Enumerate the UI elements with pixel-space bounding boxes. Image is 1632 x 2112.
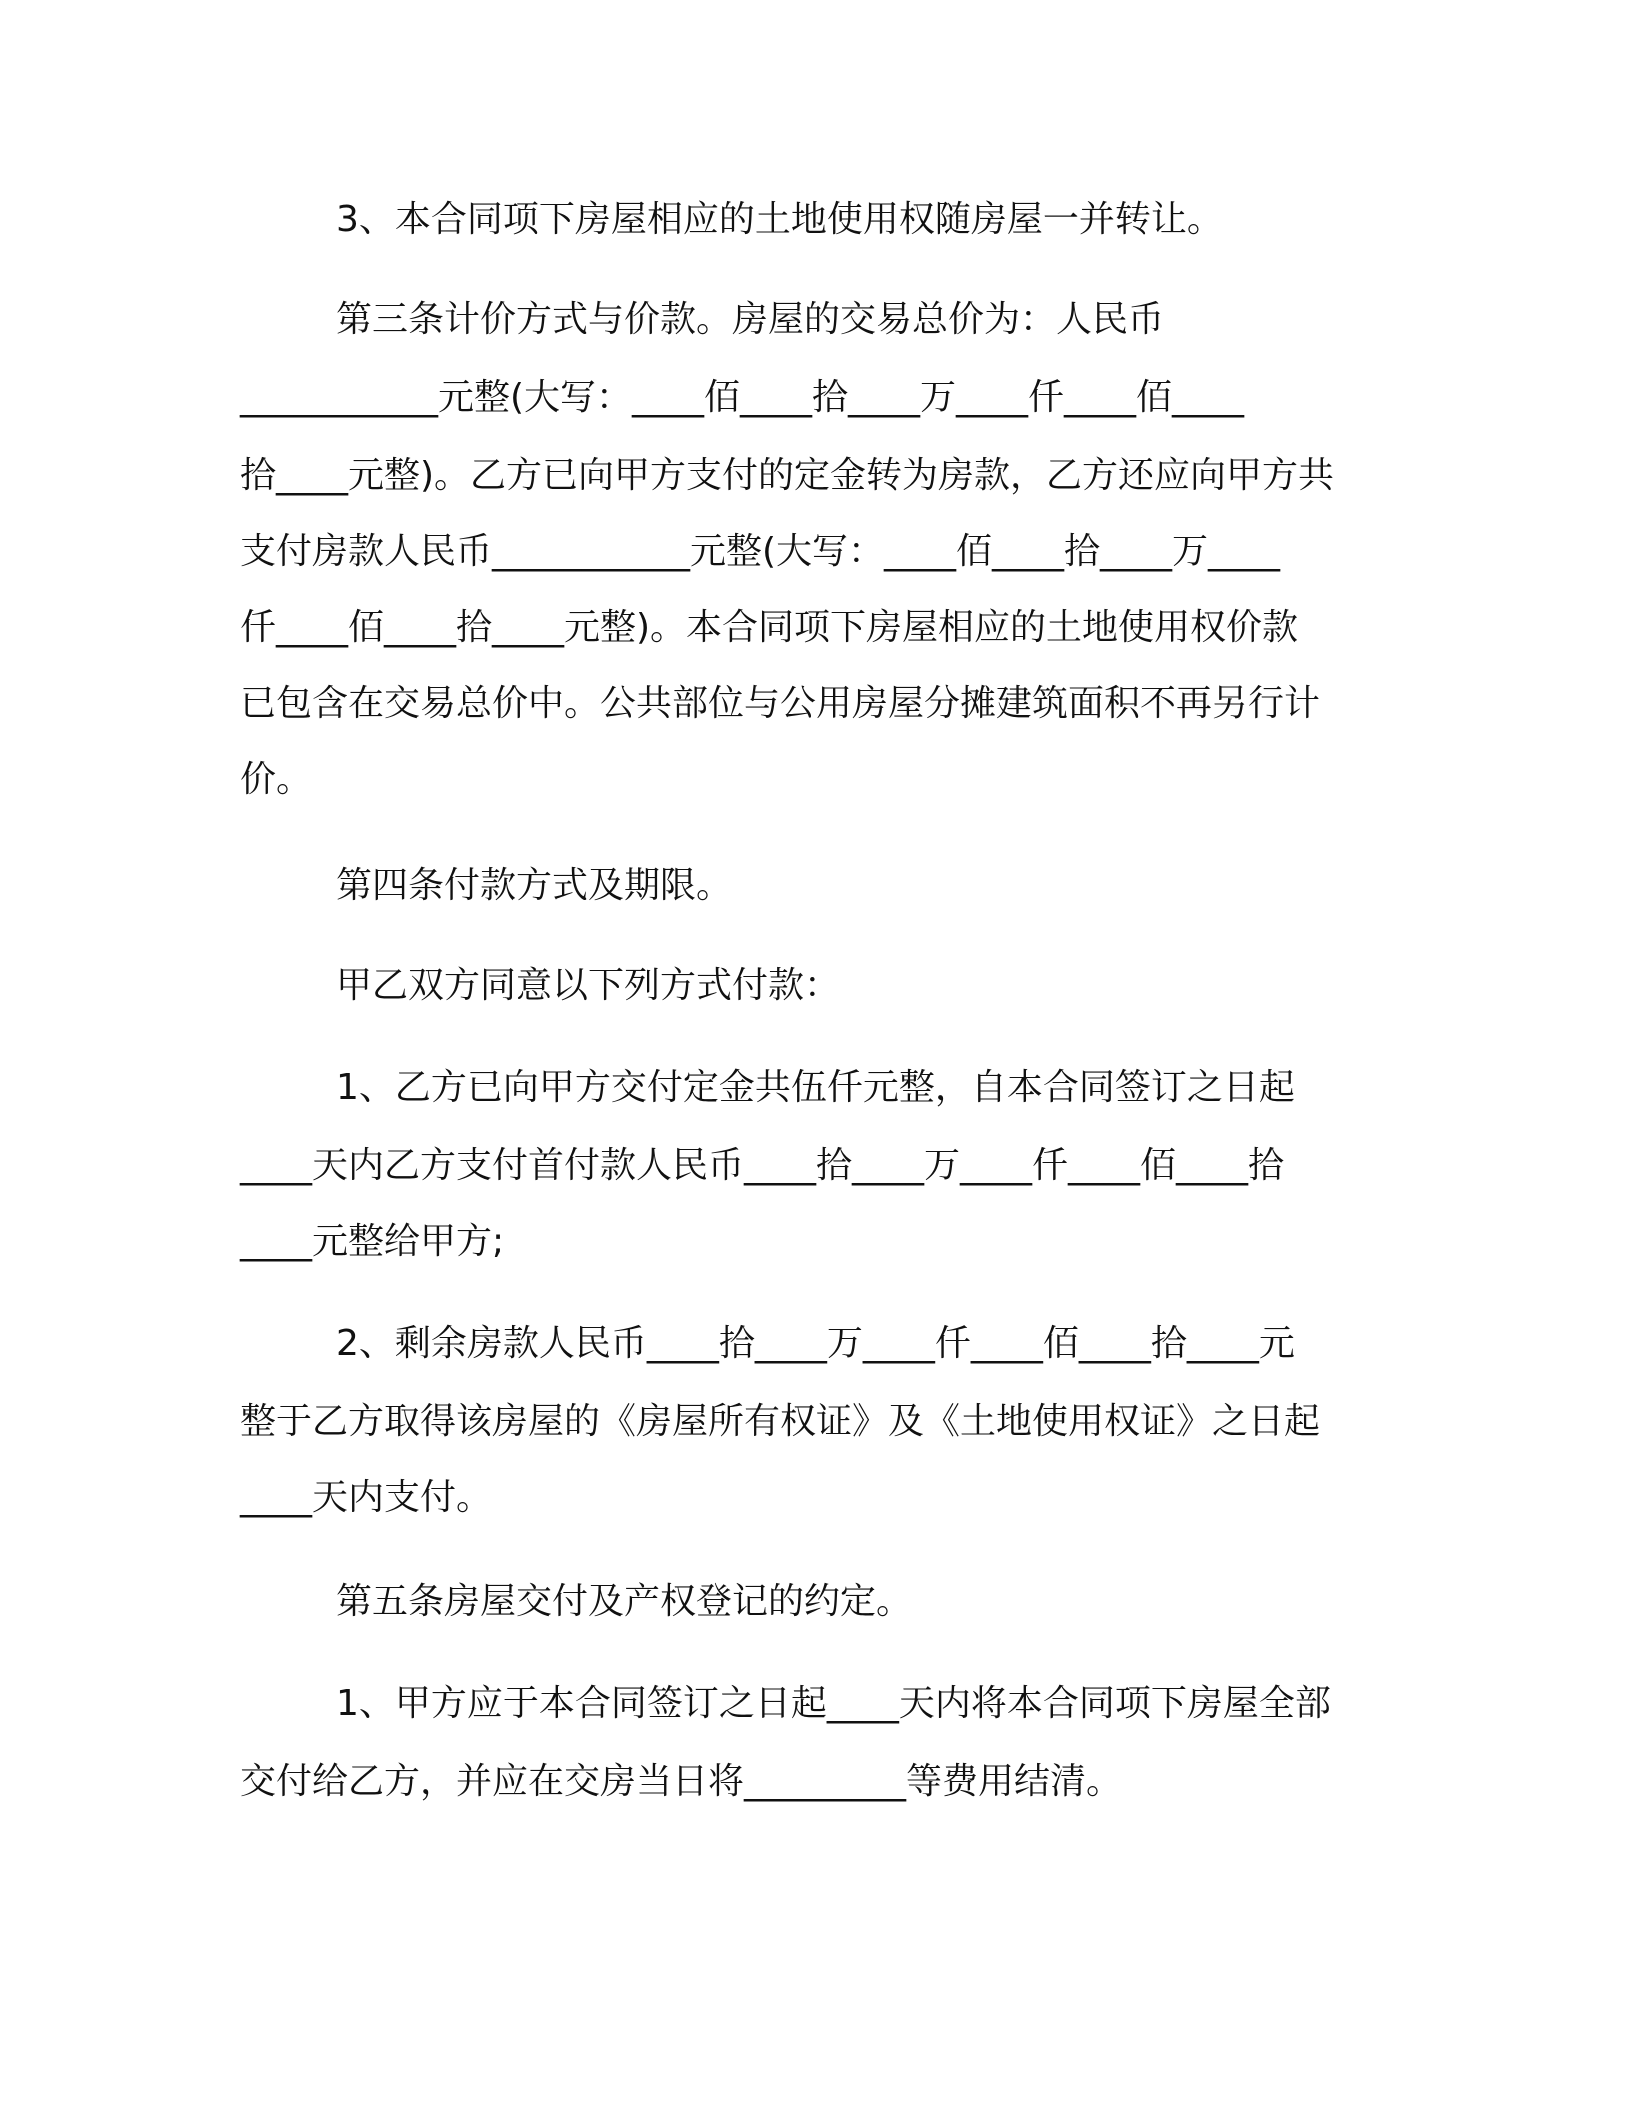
paragraph-line: 价。: [240, 759, 313, 800]
paragraph-line: 整于乙方取得该房屋的《房屋所有权证》及《土地使用权证》之日起: [240, 1401, 1321, 1442]
paragraph-line: 第四条付款方式及期限。: [336, 865, 733, 906]
paragraph-line: 3、本合同项下房屋相应的土地使用权随房屋一并转让。: [336, 199, 1223, 240]
paragraph-line: 拾____元整)。乙方已向甲方支付的定金转为房款，乙方还应向甲方共: [240, 455, 1335, 496]
paragraph-line: 交付给乙方，并应在交房当日将_________等费用结清。: [240, 1761, 1123, 1802]
paragraph-line: 仟____佰____拾____元整)。本合同项下房屋相应的土地使用权价款: [240, 607, 1299, 648]
paragraph-line: ____元整给甲方;: [240, 1221, 505, 1262]
paragraph-line: 1、甲方应于本合同签订之日起____天内将本合同项下房屋全部: [336, 1683, 1331, 1724]
paragraph-line: ___________元整(大写：____佰____拾____万____仟____佰____: [240, 377, 1245, 418]
paragraph-line: ____天内乙方支付首付款人民币____拾____万____仟____佰____拾: [240, 1145, 1285, 1186]
paragraph-line: ____天内支付。: [240, 1477, 493, 1518]
paragraph-line: 2、剩余房款人民币____拾____万____仟____佰____拾____元: [336, 1323, 1295, 1364]
paragraph-line: 第三条计价方式与价款。房屋的交易总价为：人民币: [336, 299, 1165, 340]
paragraph-line: 已包含在交易总价中。公共部位与公用房屋分摊建筑面积不再另行计: [240, 683, 1321, 724]
paragraph-line: 第五条房屋交付及产权登记的约定。: [336, 1581, 913, 1622]
paragraph-line: 支付房款人民币___________元整(大写：____佰____拾____万____: [240, 531, 1281, 572]
paragraph-line: 1、乙方已向甲方交付定金共伍仟元整，自本合同签订之日起: [336, 1067, 1295, 1108]
paragraph-line: 甲乙双方同意以下列方式付款：: [336, 965, 841, 1006]
